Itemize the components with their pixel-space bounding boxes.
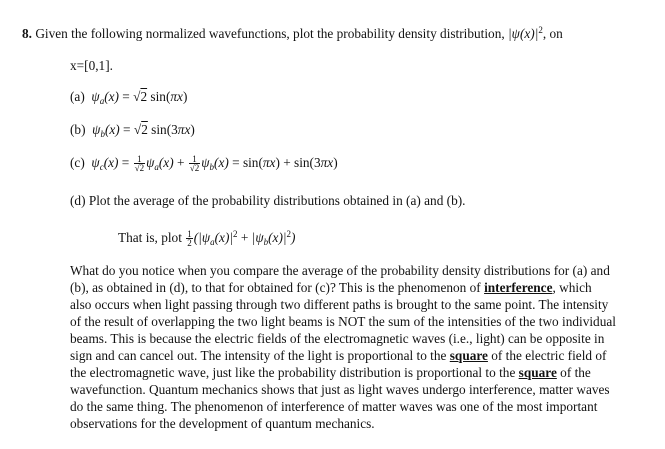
part-c-label: (c) [70,155,85,170]
part-a-label: (a) [70,89,85,104]
part-b [70,122,195,142]
question-intro [22,22,563,42]
question-number: 8. [22,26,32,41]
part-b-equation: $\psi_b(x) = √2$ sin(3πx) [92,122,195,139]
square-term: square [518,365,557,380]
paragraph-line: the electromagnetic wave, just like the probability distribution is proportional to the square of the [70,365,591,380]
paragraph-line: do the same thing. The phenomenon of interference of matter waves was one of the most important [70,399,598,414]
part-d [70,193,466,209]
paragraph-line: wavefunction. Quantum mechanics shows that just as light waves undergo interference, matter waves [70,382,610,397]
intro-math: $|\psi(x)|^2$ [508,25,543,41]
paragraph-line: What do you notice when you compare the average of the probability density distributions for (a) and [70,263,610,278]
part-b-label: (b) [70,122,86,137]
paragraph-line: (b), as obtained in (d), to that for obtained for (c)? This is the phenomenon of interference, which [70,280,592,295]
paragraph-line: sign and can cancel out. The intensity of the light is proportional to the square of the electric field of [70,348,607,363]
average-formula: $\frac{1}{2}$ $(|\psi_a(x)|^2 + |\psi_b(x)|^2)$ [187,229,296,249]
part-d-label: (d) [70,193,86,208]
explanation-paragraph [70,262,640,432]
intro-text: Given the following normalized wavefunctions, plot the probability density distribution, [35,26,505,41]
intro-tail: , on [542,26,563,41]
part-a [70,89,187,109]
square-term: square [449,348,488,363]
part-c-equation: $\psi_c(x)$ = $\frac{1}{√2}$ $\psi_a(x)$ + $\frac{1}{√2}$ $\psi_b(x) = \sin(\pi x) + \sin(3\pi x)$ [91,154,338,174]
equation-text-alt [0,0,1,1]
part-d-formula [118,226,295,250]
that-is-text: That is, plot [118,230,182,245]
domain-line: x=[0,1]. [70,58,113,73]
part-d-text: Plot the average of the probability distributions obtained in (a) and (b). [88,193,466,208]
interference-term: interference [484,280,553,295]
paragraph-line: beams. This is because the electric fields of the electromagnetic waves (i.e., light) can be opposite in [70,331,605,346]
part-c [70,155,338,175]
paragraph-line: observations for the development of quantum mechanics. [70,416,375,431]
paragraph-line: of the result of overlapping the two light beams is NOT the sum of the intensities of the two individual [70,314,616,329]
paragraph-line: also occurs when light passing through two different paths is brought to the same point. The intensity [70,297,609,312]
part-a-equation: $\psi_a(x) = √2$ sin(πx) [91,89,188,106]
